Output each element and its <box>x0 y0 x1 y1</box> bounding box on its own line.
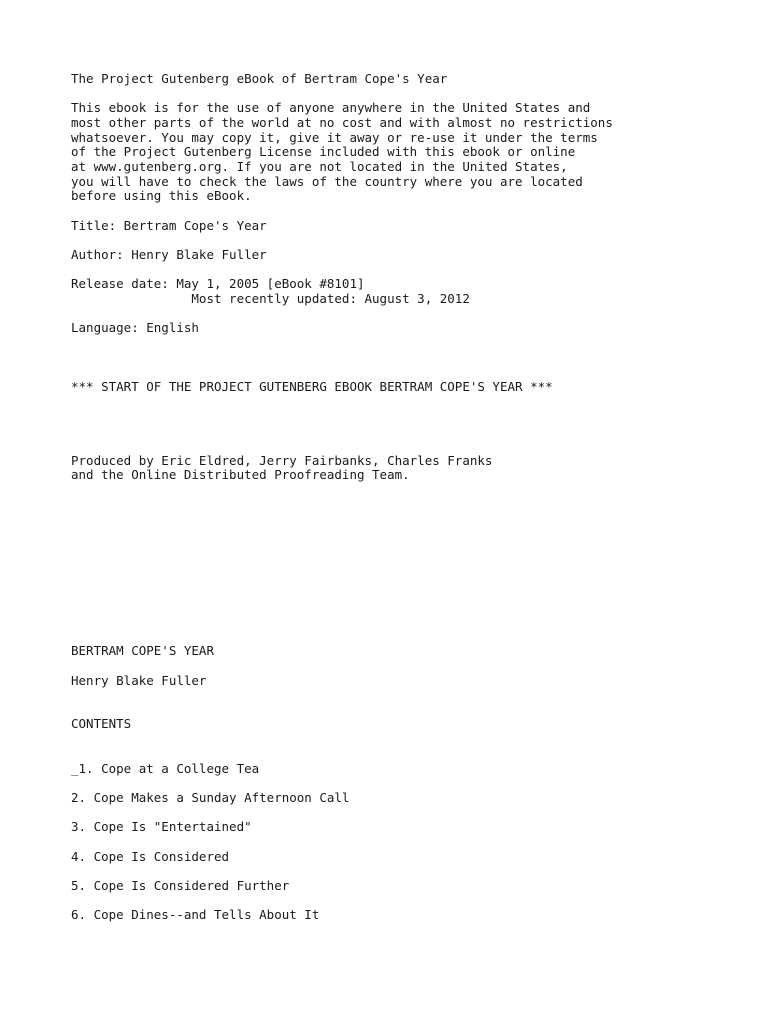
license-line: you will have to check the laws of the country where you are located <box>71 174 583 189</box>
license-line: of the Project Gutenberg License included with this ebook or online <box>71 144 576 159</box>
contents-item: _1. Cope at a College Tea <box>71 761 260 776</box>
start-marker: *** START OF THE PROJECT GUTENBERG EBOOK BERTRAM COPE'S YEAR *** <box>71 379 553 394</box>
credits-line: Produced by Eric Eldred, Jerry Fairbanks, Charles Franks <box>71 453 493 468</box>
meta-title: Title: Bertram Cope's Year <box>71 218 267 233</box>
contents-item: 3. Cope Is "Entertained" <box>71 819 252 834</box>
contents-item: 4. Cope Is Considered <box>71 849 230 864</box>
license-line: before using this eBook. <box>71 188 252 203</box>
meta-release-date: Release date: May 1, 2005 [eBook #8101] <box>71 276 365 291</box>
book-title: BERTRAM COPE'S YEAR <box>71 643 214 658</box>
ebook-title-line: The Project Gutenberg eBook of Bertram Cope's Year <box>71 71 448 86</box>
meta-updated: Most recently updated: August 3, 2012 <box>71 291 470 306</box>
meta-author: Author: Henry Blake Fuller <box>71 247 267 262</box>
contents-item: 2. Cope Makes a Sunday Afternoon Call <box>71 790 350 805</box>
license-line: most other parts of the world at no cost and with almost no restrictions <box>71 115 613 130</box>
contents-item: 6. Cope Dines--and Tells About It <box>71 907 320 922</box>
contents-heading: CONTENTS <box>71 716 132 731</box>
meta-language: Language: English <box>71 320 199 335</box>
credits-line: and the Online Distributed Proofreading Team. <box>71 467 410 482</box>
contents-item: 5. Cope Is Considered Further <box>71 878 290 893</box>
license-line: whatsoever. You may copy it, give it away or re-use it under the terms <box>71 130 598 145</box>
license-line: This ebook is for the use of anyone anywhere in the United States and <box>71 100 591 115</box>
book-author: Henry Blake Fuller <box>71 673 207 688</box>
license-line: at www.gutenberg.org. If you are not located in the United States, <box>71 159 568 174</box>
